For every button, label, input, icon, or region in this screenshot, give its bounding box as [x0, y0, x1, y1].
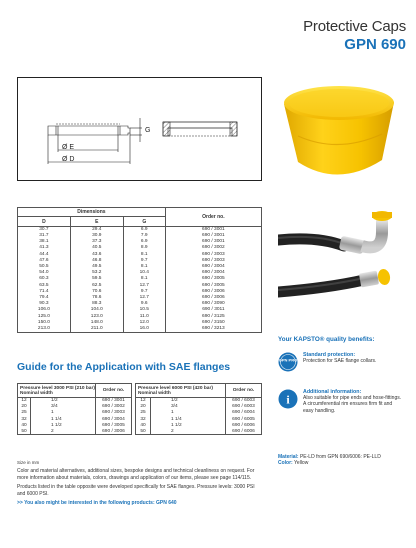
table-cell: 46.8 — [70, 258, 123, 264]
table-cell: 690 / 3005 — [165, 276, 261, 282]
table-cell: 125.0 — [18, 313, 71, 319]
feature-1-text: Protection for SAE flange collars. — [303, 358, 377, 365]
table-cell: 90.3 — [18, 301, 71, 307]
hose-photo — [278, 200, 400, 318]
table-cell: 690 / 3006 — [95, 428, 131, 434]
table-cell: 1/2 — [31, 398, 96, 404]
table-cell: 150.0 — [18, 320, 71, 326]
table-cell: 8.9 — [123, 245, 165, 251]
table-cell: 12 — [18, 398, 31, 404]
material-value: PE-LD from GPN 690/6006: PE-LLD — [299, 454, 381, 460]
table-cell: 690 / 3001 — [165, 227, 261, 234]
left-order-header: Order no. — [95, 384, 131, 398]
notes-paragraph-2: Products listed in the table opposite were developed specifically for SAE flanges. Pressure levels: 3000 PSI and 6000 PSI. — [17, 484, 255, 497]
table-cell: 71.4 — [18, 289, 71, 295]
table-cell: 8.1 — [123, 264, 165, 270]
table-cell: 10.4 — [123, 270, 165, 276]
table-cell: 1 1/2 — [31, 422, 96, 428]
table-cell: 690 / 6004 — [226, 410, 262, 416]
sae-flange-table — [17, 383, 262, 435]
table-cell: 1 1/4 — [31, 416, 96, 422]
table-cell: 1 — [31, 410, 96, 416]
table-cell: 32 — [18, 416, 31, 422]
table-cell: 70.6 — [70, 289, 123, 295]
table-cell: 213.0 — [18, 326, 71, 333]
color-label: Color: — [278, 460, 293, 467]
technical-drawing — [17, 77, 262, 181]
table-cell: 690 / 6006 — [226, 422, 262, 428]
table-cell: 30.9 — [70, 233, 123, 239]
table-cell: 211.0 — [70, 326, 123, 333]
material-label: Material: — [278, 454, 299, 460]
table-cell: 690 / 6006 — [226, 428, 262, 434]
table-cell: 31.7 — [18, 233, 71, 239]
svg-text:i: i — [286, 392, 290, 407]
dimensions-table — [17, 207, 262, 333]
material-info — [278, 454, 408, 467]
table-cell: 690 / 3001 — [165, 239, 261, 245]
yellow-cap-icon — [278, 76, 398, 191]
table-cell: 6.9 — [123, 227, 165, 234]
related-products-link[interactable]: >> You also might be interested in the following products: GPN 640 — [17, 500, 177, 507]
table-cell: 12 — [135, 398, 150, 404]
table-row — [18, 428, 262, 434]
table-cell: 79.4 — [18, 295, 71, 301]
gpn-pro-icon — [278, 352, 298, 372]
product-code: GPN 690 — [344, 36, 406, 53]
label-d: Ø D — [62, 156, 75, 163]
table-cell: 47.6 — [18, 258, 71, 264]
table-cell: 25 — [135, 410, 150, 416]
table-cell: 10.5 — [123, 307, 165, 313]
table-cell: 38.1 — [18, 239, 71, 245]
notes-section — [17, 460, 262, 509]
table-cell: 690 / 3090 — [165, 301, 261, 307]
table-cell: 3/4 — [31, 404, 96, 410]
table-cell: 32 — [135, 416, 150, 422]
table-cell: 53.2 — [70, 270, 123, 276]
table-cell: 40.5 — [70, 245, 123, 251]
table-cell: 29.4 — [70, 227, 123, 234]
table-cell: 20 — [135, 404, 150, 410]
label-g: G — [145, 127, 151, 134]
table-cell: 690 / 3006 — [165, 295, 261, 301]
col-d-header: D — [18, 217, 71, 227]
table-cell: 12.7 — [123, 283, 165, 289]
cap-photo — [278, 76, 398, 191]
table-cell: 690 / 3006 — [165, 289, 261, 295]
table-cell: 12.0 — [123, 320, 165, 326]
table-cell: 25 — [18, 410, 31, 416]
table-cell: 49.5 — [70, 264, 123, 270]
table-cell: 50.5 — [18, 264, 71, 270]
table-cell: 50 — [135, 428, 150, 434]
table-cell: 30.7 — [18, 227, 71, 234]
table-cell: 88.3 — [70, 301, 123, 307]
table-cell: 9.7 — [123, 258, 165, 264]
order-no-header: Order no. — [165, 208, 261, 227]
table-cell: 1 1/4 — [150, 416, 225, 422]
cap-drawing-icon — [18, 78, 261, 180]
table-cell: 7.9 — [123, 233, 165, 239]
table-cell: 9.6 — [123, 301, 165, 307]
table-cell: 59.5 — [70, 276, 123, 282]
svg-text:GPN PRO: GPN PRO — [278, 357, 298, 363]
guide-title: Guide for the Application with SAE flanges — [17, 361, 231, 373]
left-pressure-header: Pressure level 3000 PSI (210 bar) Nominal width — [18, 384, 96, 398]
table-cell: 104.0 — [70, 307, 123, 313]
table-cell: 50 — [18, 428, 31, 434]
table-cell: 690 / 3001 — [165, 233, 261, 239]
table-cell: 123.0 — [70, 313, 123, 319]
info-icon — [278, 389, 298, 409]
table-cell: 690 / 3150 — [165, 320, 261, 326]
label-e: Ø E — [62, 144, 75, 151]
table-cell: 3/4 — [150, 404, 225, 410]
table-cell: 690 / 3005 — [95, 422, 131, 428]
table-cell: 78.6 — [70, 295, 123, 301]
color-value: Yellow — [294, 460, 309, 467]
hose-fitting-icon — [278, 200, 400, 318]
table-cell: 690 / 3003 — [165, 258, 261, 264]
table-cell: 40 — [18, 422, 31, 428]
col-g-header: G — [123, 217, 165, 227]
table-cell: 20 — [18, 404, 31, 410]
table-cell: 60.3 — [18, 276, 71, 282]
right-pressure-header: Pressure level 6000 PSI (420 bar) Nominal width — [135, 384, 225, 398]
table-cell: 43.6 — [70, 252, 123, 258]
feature-2-text: Also suitable for pipe ends and hose-fittings. A circumferential rim ensures firm fit and easy handling. — [303, 395, 402, 414]
table-cell: 11.0 — [123, 313, 165, 319]
table-cell: 6.9 — [123, 239, 165, 245]
table-cell: 41.3 — [18, 245, 71, 251]
table-cell: 690 / 3004 — [165, 270, 261, 276]
table-cell: 106.0 — [18, 307, 71, 313]
table-cell: 1 1/2 — [150, 422, 225, 428]
table-cell: 690 / 6003 — [226, 398, 262, 404]
table-cell: 690 / 3213 — [165, 326, 261, 333]
table-cell: 690 / 3002 — [165, 245, 261, 251]
notes-paragraph-1: Color and material alternatives, additional sizes, bespoke designs and technical cleanliness on request. For more information about materials, colors, drawings and application of our items, please see page 114/115. — [17, 468, 255, 481]
table-cell: 1/2 — [150, 398, 225, 404]
feature-1-heading: Standard protection: — [303, 352, 356, 358]
table-cell: 690 / 3005 — [165, 283, 261, 289]
table-cell: 690 / 3001 — [95, 398, 131, 404]
table-cell: 690 / 3003 — [95, 410, 131, 416]
table-cell: 37.3 — [70, 239, 123, 245]
page-header — [303, 18, 406, 53]
table-cell: 8.1 — [123, 252, 165, 258]
size-note: Size in mm — [17, 460, 40, 465]
table-cell: 690 / 3004 — [95, 416, 131, 422]
table-cell: 9.7 — [123, 289, 165, 295]
table-cell: 63.5 — [18, 283, 71, 289]
table-cell: 44.4 — [18, 252, 71, 258]
table-cell: 690 / 3125 — [165, 313, 261, 319]
table-cell: 148.0 — [70, 320, 123, 326]
table-cell: 40 — [135, 422, 150, 428]
table-cell: 62.5 — [70, 283, 123, 289]
table-cell: 690 / 3011 — [165, 307, 261, 313]
table-cell: 12.7 — [123, 295, 165, 301]
table-cell: 2 — [150, 428, 225, 434]
table-cell: 16.0 — [123, 326, 165, 333]
page-title: Protective Caps — [303, 18, 406, 35]
table-cell: 2 — [31, 428, 96, 434]
right-order-header: Order no. — [226, 384, 262, 398]
table-cell: 690 / 6005 — [226, 416, 262, 422]
table-cell: 690 / 6003 — [226, 404, 262, 410]
table-cell: 690 / 3004 — [165, 264, 261, 270]
col-e-header: E — [70, 217, 123, 227]
dimensions-header: Dimensions — [18, 208, 166, 217]
table-cell: 690 / 3002 — [95, 404, 131, 410]
table-cell: 8.1 — [123, 276, 165, 282]
table-row — [18, 326, 262, 333]
table-cell: 54.0 — [18, 270, 71, 276]
feature-2-heading: Additional information: — [303, 389, 362, 395]
quality-title: Your KAPSTO® quality benefits: — [278, 336, 375, 343]
table-cell: 690 / 3003 — [165, 252, 261, 258]
table-cell: 1 — [150, 410, 225, 416]
